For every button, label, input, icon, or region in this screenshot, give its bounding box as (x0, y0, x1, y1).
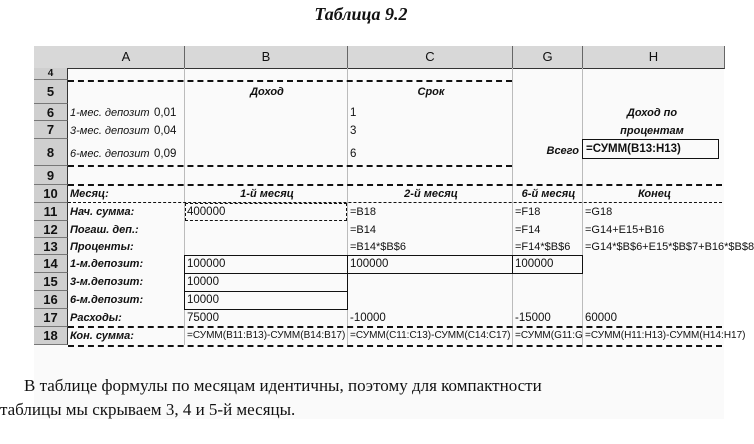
cell-a17[interactable]: Расходы: (70, 312, 122, 324)
cell-b5[interactable]: Доход (250, 86, 284, 98)
cell-b18[interactable]: =СУММ(B11:B13)-СУММ(B14:B17) (187, 330, 346, 341)
cell-c12[interactable]: =B14 (350, 224, 376, 236)
cell-a7[interactable]: 3-мес. депозит (70, 125, 150, 137)
row-header-7[interactable]: 7 (34, 121, 68, 139)
row-header-12[interactable]: 12 (34, 221, 68, 238)
cell-h13[interactable]: =G14*$B$6+E15*$B$7+B16*$B$8 (585, 241, 754, 253)
cell-c10[interactable]: 2-й месяц (404, 188, 458, 200)
row-header-15[interactable]: 15 (34, 273, 68, 291)
cell-h11[interactable]: =G18 (585, 206, 613, 218)
row-header-8[interactable]: 8 (34, 139, 68, 166)
select-all-corner[interactable] (34, 46, 69, 69)
cell-a12[interactable]: Погаш. деп.: (70, 224, 139, 236)
paragraph-line-2: таблицы мы скрываем 3, 4 и 5-й месяцы. (0, 400, 296, 419)
cell-a15[interactable]: 3-м.депозит: (70, 276, 144, 288)
cell-g12[interactable]: =F14 (515, 224, 541, 236)
paragraph-line-1: В таблице формулы по месяцам идентичны, поэтому для компактности (24, 376, 542, 395)
cell-b14[interactable]: 100000 (187, 258, 226, 270)
column-header-c[interactable]: C (348, 46, 513, 69)
column-header-a[interactable]: A (68, 46, 185, 69)
row-header-5[interactable]: 5 (34, 80, 68, 104)
spreadsheet (34, 46, 754, 419)
row-header-10[interactable]: 10 (34, 185, 68, 203)
cell-c11[interactable]: =B18 (350, 206, 376, 218)
cell-c14[interactable]: 100000 (350, 258, 389, 270)
row-header-6[interactable]: 6 (34, 104, 68, 121)
cell-g8[interactable]: Всего (546, 145, 579, 157)
dashed-border (68, 202, 722, 203)
cell-a14[interactable]: 1-м.депозит: (70, 258, 144, 270)
dashed-border (68, 80, 512, 82)
row-header-9[interactable]: 9 (34, 166, 68, 185)
cell-b15[interactable]: 10000 (187, 276, 219, 288)
cell-b7[interactable]: 0,04 (154, 125, 177, 137)
cell-g10[interactable]: 6-й месяц (521, 188, 576, 200)
cell-c13[interactable]: =B14*$B$6 (350, 241, 406, 253)
row-header-14[interactable]: 14 (34, 255, 68, 273)
cell-h17[interactable]: 60000 (585, 312, 617, 324)
row-header-18[interactable]: 18 (34, 327, 68, 345)
dashed-border (68, 165, 512, 167)
cell-a6[interactable]: 1-мес. депозит (70, 107, 150, 119)
cell-a10[interactable]: Месяц: (70, 188, 109, 200)
cell-a8[interactable]: 6-мес. депозит (70, 148, 150, 160)
cell-h12[interactable]: =G14+E15+B16 (585, 224, 665, 236)
cell-h7[interactable]: Доход по процентам (620, 107, 684, 137)
cell-c17[interactable]: -10000 (350, 312, 386, 324)
cell-g17[interactable]: -15000 (515, 312, 551, 324)
cell-b16[interactable]: 10000 (187, 294, 219, 306)
cell-g11[interactable]: =F18 (515, 206, 541, 218)
cell-c7[interactable]: 3 (350, 125, 357, 137)
column-header-h[interactable]: H (583, 46, 725, 69)
cell-c8[interactable]: 6 (350, 148, 357, 160)
column-header-b[interactable]: B (185, 46, 348, 69)
cell-b10[interactable]: 1-й месяц (240, 188, 294, 200)
cell-b6[interactable]: 0,01 (154, 107, 177, 119)
table-caption: Таблица 9.2 (314, 4, 408, 24)
cell-b8[interactable]: 0,09 (154, 148, 177, 160)
cell-h18[interactable]: =СУММ(H11:H13)-СУММ(H14:H17) (585, 330, 746, 341)
row-header-11[interactable]: 11 (34, 203, 68, 221)
cell-a16[interactable]: 6-м.депозит: (70, 294, 144, 306)
cell-a13[interactable]: Проценты: (70, 241, 134, 253)
cell-c6[interactable]: 1 (350, 107, 357, 119)
row-header-17[interactable]: 17 (34, 309, 68, 327)
cell-b11[interactable]: 400000 (187, 206, 226, 218)
dashed-border (68, 345, 722, 347)
cell-c5[interactable]: Срок (417, 86, 445, 98)
cell-g18[interactable]: =СУММ(G11:G (515, 330, 583, 341)
column-header-g[interactable]: G (513, 46, 583, 69)
cell-c18[interactable]: =СУММ(C11:C13)-СУММ(C14:C17) (350, 330, 511, 341)
cell-g14[interactable]: 100000 (515, 258, 554, 270)
cell-g13[interactable]: =F14*$B$6 (515, 241, 571, 253)
cell-b17[interactable]: 75000 (187, 312, 219, 324)
row-header-4[interactable]: 4 (34, 68, 68, 80)
row-header-16[interactable]: 16 (34, 291, 68, 309)
cell-h8[interactable]: =СУММ(B13:H13) (586, 143, 681, 155)
cell-a11[interactable]: Нач. сумма: (70, 206, 135, 218)
cell-h10[interactable]: Конец (638, 188, 671, 200)
row-header-13[interactable]: 13 (34, 238, 68, 255)
cell-a18[interactable]: Кон. сумма: (70, 330, 134, 342)
